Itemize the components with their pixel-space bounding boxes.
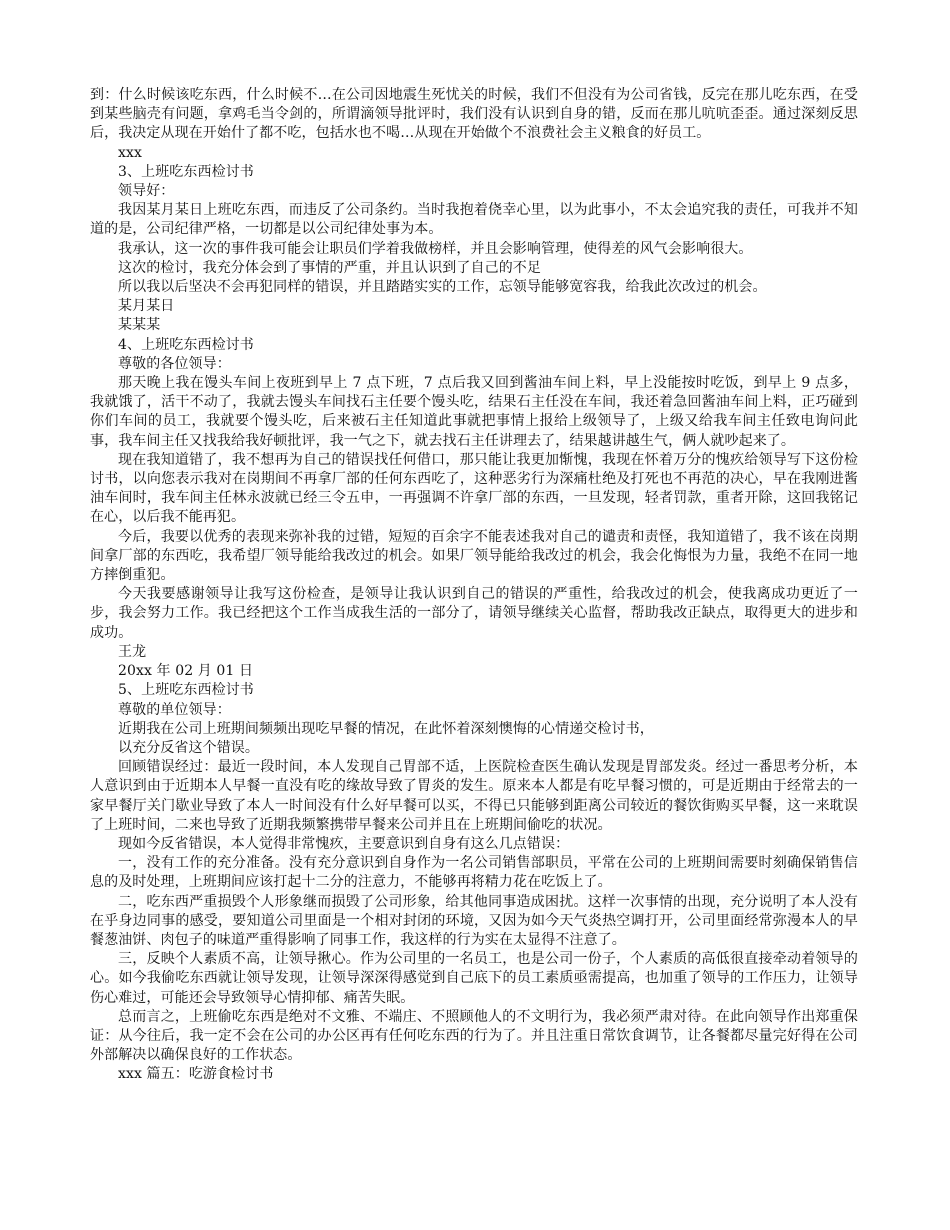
paragraph-6: 这次的检讨，我充分体会到了事情的严重，并且认识到了自己的不足: [118, 259, 541, 276]
paragraph-8: 某月某日: [118, 298, 175, 315]
paragraph-5: 我承认，这一次的事件我可能会让职员们学着我做榜样，并且会影响管理，使得差的风气会影响很大。: [118, 240, 753, 257]
paragraph-22: 回顾错误经过：最近一段时间，本人发现自己胃部不适，上医院检查医生确认发现是胃部发炎。经过一番思考分析，本人意识到由于近期本人早餐一直没有吃的缘故导致了胃炎的发生。原来本人都是有吃早餐习惯的，可是近期由于经常去的一家早餐厅关门歇业导致了本人一时间没有什么好早餐可以买，不得已只能够到距离公司较近的餐饮街购买早餐，这一来耽误了上班时间，二来也导致了近期我频繁携带早餐来公司并且在上班期间偷吃的状况。: [90, 759, 858, 833]
paragraph-19: 尊敬的单位领导：: [118, 701, 231, 718]
paragraph-13: 现在我知道错了，我不想再为自己的错误找任何借口，那只能让我更加惭愧，我现在怀着万分的愧疚给领导写下这份检讨书，以向您表示我对在岗期间不再拿厂部的任何东西吃了，这种恶劣行为深痛杜绝及打死也不再范的决心，早在我刚进酱油车间时，我车间主任林永波就已经三令五申，一再强调不许拿厂部的东西，一旦发现，轻者罚款，重者开除，这回我铭记在心，以后我不能再犯。: [90, 451, 858, 526]
paragraph-27: 总而言之，上班偷吃东西是绝对不文雅、不端庄、不照顾他人的不文明行为，我必须严肃对待。在此向领导作出郑重保证：从今往后，我一定不会在公司的办公区再有任何吃东西的行为了。并且注重日常饮食调节，让各餐都尽量完好得在公司外部解决以确保良好的工作状态。: [90, 1008, 858, 1064]
paragraph-24: 一，没有工作的充分准备。没有充分意识到自身作为一名公司销售部职员，平常在公司的上班期间需要时刻确保销售信息的及时处理，上班期间应该打起十二分的注意力，不能够再将精力花在吃饭上了。: [90, 855, 858, 891]
paragraph-25: 二，吃东西严重损毁个人形象继而损毁了公司形象，给其他同事造成困扰。这样一次事情的出现，充分说明了本人没有在乎身边同事的感受，要知道公司里面是一个相对封闭的环境，又因为如今天气炎热空调打开，公司里面经常弥漫本人的早餐葱油饼、肉包子的味道严重得影响了同事工作，我这样的行为实在太显得不注意了。: [90, 893, 858, 948]
paragraph-18: 5、上班吃东西检讨书: [118, 682, 254, 699]
paragraph-4: 我因某月某日上班吃东西，而违反了公司条约。当时我抱着侥幸心里，以为此事小，不太会追究我的责任，可我并不知道的是，公司纪律严格，一切都是以公司纪律处事为本。: [90, 202, 858, 238]
paragraph-14: 今后，我要以优秀的表现来弥补我的过错，短短的百余字不能表述我对自己的谴责和责怪，我知道错了，我不该在岗期间拿厂部的东西吃，我希望厂领导能给我改过的机会。如果厂领导能给我改过的机会，我会化悔恨为力量，我绝不在同一地方摔倒重犯。: [90, 528, 858, 584]
paragraph-20: 近期我在公司上班期间频频出现吃早餐的情况，在此怀着深刻懊悔的心情递交检讨书，: [118, 720, 654, 737]
paragraph-9: 某某某: [118, 317, 161, 334]
paragraph-2: 3、上班吃东西检讨书: [118, 163, 254, 180]
paragraph-0: 到：什么时候该吃东西，什么时候不…在公司因地震生死忧关的时候，我们不但没有为公司省钱，反完在那儿吃东西，在受到某些脑壳有问题，拿鸡毛当令剑的，所谓滴领导批评时，我们没有认识到自身的错，反而在那儿吭吭歪歪。通过深刻反思后，我决定从现在开始什了都不吃，包括水也不喝…从现在开始做个不浪费社会主义粮食的好员工。: [90, 87, 858, 142]
paragraph-17: 20xx 年 02 月 01 日: [118, 663, 254, 680]
paragraph-3: 领导好：: [118, 183, 175, 200]
paragraph-26: 三，反映个人素质不高，让领导揪心。作为公司里的一名员工，也是公司一份子，个人素质的高低很直接牵动着领导的心。如今我偷吃东西就让领导发现，让领导深深得感觉到自己底下的员工素质亟需提高，也加重了领导的工作压力，让领导伤心难过，可能还会导致领导心情抑郁、痛苦失眠。: [90, 951, 858, 1006]
paragraph-12: 那天晚上我在馒头车间上夜班到早上 7 点下班，7 点后我又回到酱油车间上料，早上没能按时吃饭，到早上 9 点多，我就饿了，活干不动了，我就去馒头车间找石主任要个馒头吃，结果石主任没在车间，我还着急回酱油车间上料，正巧碰到你们车间的员工，我就要个馒头吃，后来被石主任知道此事就把事情上报给上级领导了，上级又给我车间主任致电询问此事，我车间主任又找我给我好顿批评，我一气之下，就去找石主任讲理去了，结果越讲越生气，俩人就吵起来了。: [90, 375, 858, 449]
paragraph-21: 以充分反省这个错误。: [118, 739, 259, 756]
paragraph-11: 尊敬的各位领导：: [118, 355, 231, 372]
paragraph-10: 4、上班吃东西检讨书: [118, 336, 254, 353]
paragraph-16: 王龙: [118, 643, 147, 660]
paragraph-7: 所以我以后坚决不会再犯同样的错误，并且踏踏实实的工作，忘领导能够宽容我，给我此次改过的机会。: [118, 279, 767, 296]
paragraph-15: 今天我要感谢领导让我写这份检查，是领导让我认识到自己的错误的严重性，给我改过的机会，使我离成功更近了一步，我会努力工作。我已经把这个工作当成我生活的一部分了，请领导继续关心监督，帮助我改正缺点，取得更大的进步和成功。: [90, 586, 858, 641]
paragraph-1: xxx: [118, 144, 142, 161]
paragraph-28: xxx 篇五：吃游食检讨书: [118, 1066, 274, 1083]
paragraph-23: 现如今反省错误，本人觉得非常愧疚，主要意识到自身有这么几点错误：: [118, 835, 570, 852]
